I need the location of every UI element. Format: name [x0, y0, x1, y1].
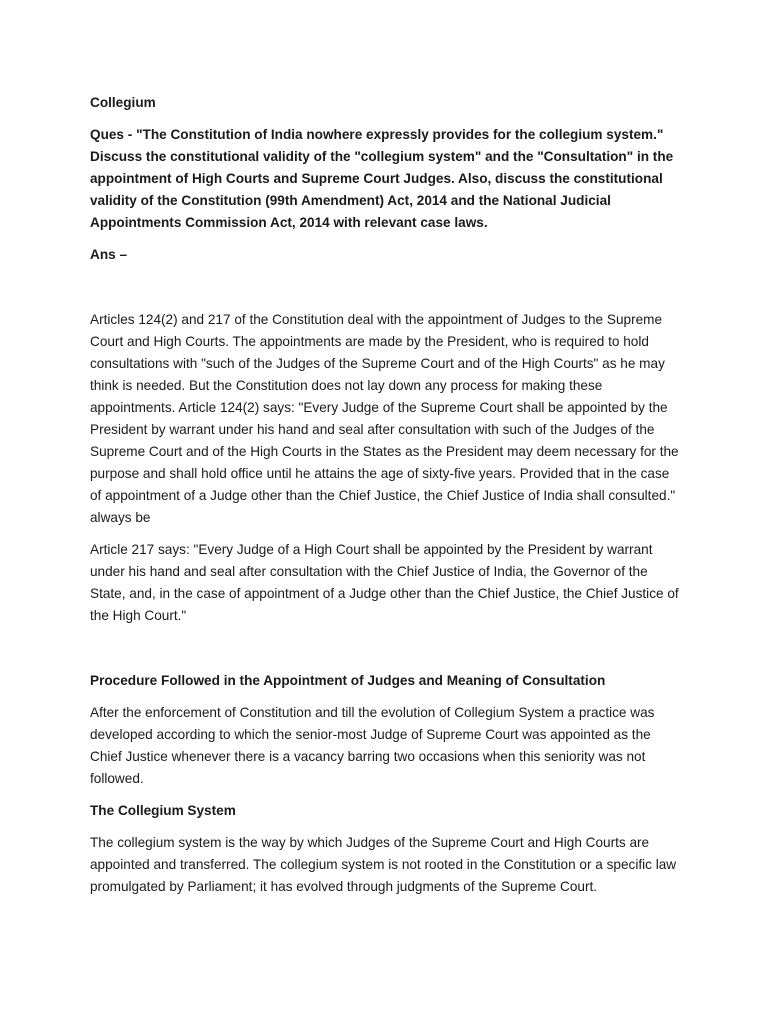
paragraph-articles-124-217: Articles 124(2) and 217 of the Constitution deal with the appointment of Judges to the Supreme Court and High Courts. The appointments are made by the President, who is required to hold consultations with "such of the Judges of the Supreme Court and of the High Courts" as he may think is needed. But the Constitution does not lay down any process for making these appointments. Article 124(2) says: "Every Judge of the Supreme Court shall be appointed by the President by warrant under his hand and seal after consultation with such of the Judges of the Supreme Court and of the High Courts in the States as the President may deem necessary for the purpose and shall hold office until he attains the age of sixty-five years. Provided that in the case of appointment of a Judge other than the Chief Justice, the Chief Justice of India shall consulted." always be: [90, 312, 679, 525]
paragraph-article-217: Article 217 says: "Every Judge of a High Court shall be appointed by the President by warrant under his hand and seal after consultation with the Chief Justice of India, the Governor of the State, and, in the case of appointment of a Judge other than the Chief Justice, the Chief Justice of the High Court.": [90, 542, 679, 623]
question-text: Ques - "The Constitution of India nowhere expressly provides for the collegium system." Discuss the constitutional validity of the "collegium system" and the "Consultation" in the appointment of High Courts and Supreme Court Judges. Also, discuss the constitutional validity of the Constitution (99th Amendment) Act, 2014 and the National Judicial Appointments Commission Act, 2014 with relevant case laws.: [90, 127, 674, 230]
paragraph-collegium-system: The collegium system is the way by which Judges of the Supreme Court and High Courts are appointed and transferred. The collegium system is not rooted in the Constitution or a specific law promulgated by Parliament; it has evolved through judgments of the Supreme Court.: [90, 835, 677, 894]
answer-label: Ans –: [90, 247, 128, 262]
document-title: Collegium: [90, 95, 156, 110]
heading-collegium-system: The Collegium System: [90, 803, 236, 818]
heading-procedure: Procedure Followed in the Appointment of Judges and Meaning of Consultation: [90, 673, 606, 688]
document-page: [90, 92, 682, 898]
paragraph-procedure: After the enforcement of Constitution and till the evolution of Collegium System a practice was developed according to which the senior-most Judge of Supreme Court was appointed as the Chief Justice whenever there is a vacancy barring two occasions when this seniority was not followed.: [90, 705, 655, 786]
